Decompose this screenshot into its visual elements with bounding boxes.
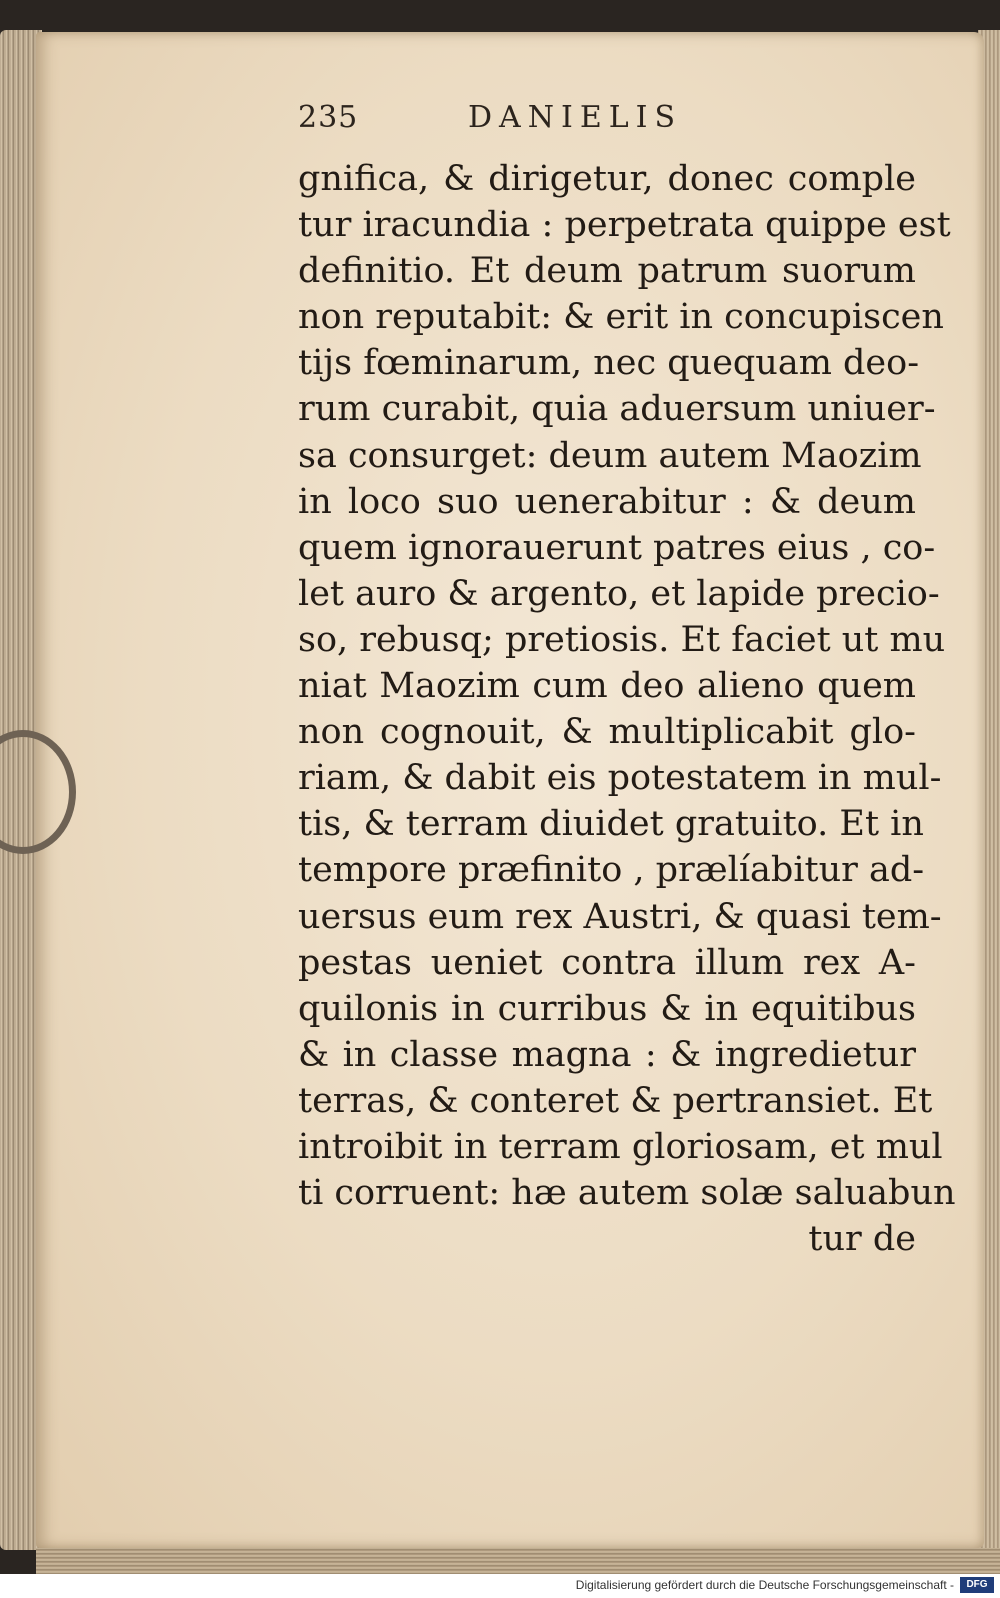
text-line: tempore præfinito , prælíabitur ad- <box>298 850 925 891</box>
text-line: non reputabit: & erit in concupiscen <box>298 297 944 338</box>
footer-bar <box>0 1574 1000 1598</box>
text-line: tur iracundia : perpetrata quippe est <box>298 205 951 246</box>
page-stack-bottom <box>36 1548 1000 1574</box>
text-line: tis, & terram diuidet gratuito. Et in <box>298 804 924 845</box>
text-line: sa consurget: deum autem Maozim <box>298 435 922 476</box>
text-line: let auro & argento, et lapide precio- <box>298 573 940 614</box>
text-line: niat Maozim cum deo alieno quem <box>298 666 916 707</box>
catchword: tur de <box>808 1219 916 1260</box>
text-line: uersus eum rex Austri, & quasi tem- <box>298 896 942 937</box>
text-line: ti corruent: hæ autem solæ saluabun <box>298 1173 956 1214</box>
text-line: quilonis in curribus & in equitibus <box>298 988 916 1029</box>
text-line: so, rebusq; pretiosis. Et faciet ut mu <box>298 619 946 660</box>
text-line: pestas ueniet contra illum rex A- <box>298 942 916 983</box>
text-line: tijs fœminarum, nec quequam deo- <box>298 343 920 384</box>
text-block <box>298 156 956 1262</box>
running-title: DANIELIS <box>468 100 683 135</box>
folio-number: 235 <box>298 100 359 135</box>
text-line: rum curabit, quia aduersum uniuer- <box>298 389 936 430</box>
text-line: introibit in terram gloriosam, et mul <box>298 1126 943 1167</box>
text-line: terras, & conteret & pertransiet. Et <box>298 1080 933 1121</box>
text-line: quem ignorauerunt patres eius , co- <box>298 527 936 568</box>
page-header <box>298 100 918 144</box>
text-line: in loco suo uenerabitur : & deum <box>298 481 916 522</box>
text-line: riam, & dabit eis potestatem in mul- <box>298 758 942 799</box>
text-line: gnifica, & dirigetur, donec comple <box>298 159 916 199</box>
dfg-logo: DFG <box>960 1577 994 1593</box>
text-line: non cognouit, & multiplicabit glo- <box>298 712 916 753</box>
funding-credit: Digitalisierung gefördert durch die Deutsche Forschungsgemeinschaft - <box>575 1578 954 1592</box>
text-line: & in classe magna : & ingredietur <box>298 1034 916 1075</box>
text-line: definitio. Et deum patrum suorum <box>298 251 916 292</box>
